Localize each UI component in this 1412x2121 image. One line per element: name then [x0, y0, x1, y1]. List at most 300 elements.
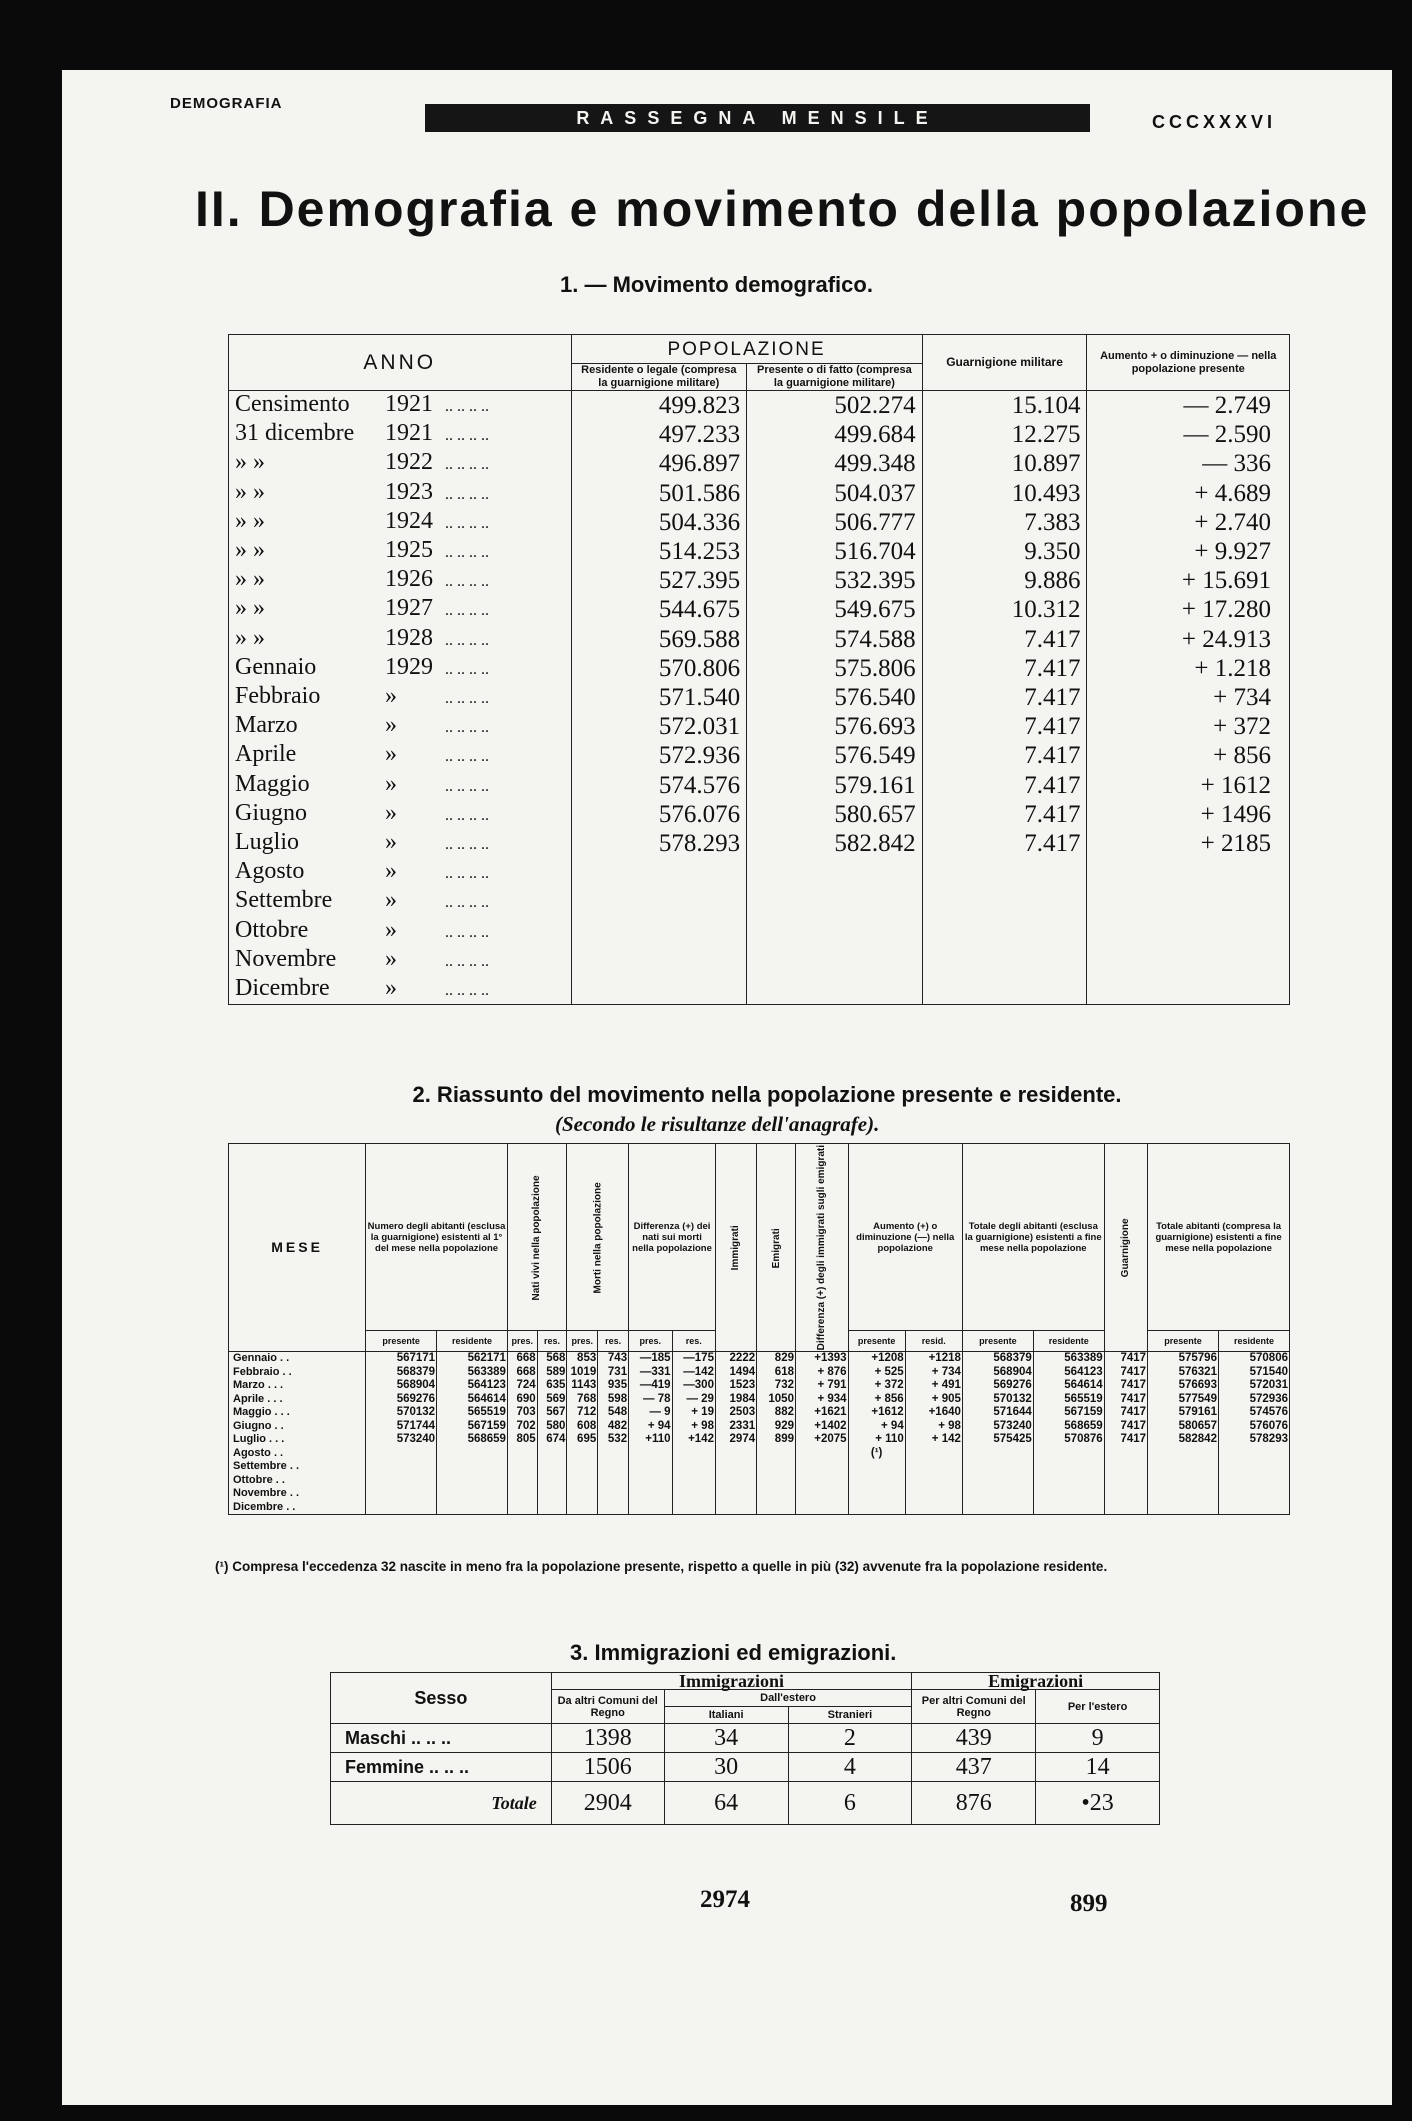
row-period: » »	[235, 595, 265, 622]
row-year: 1926	[385, 566, 433, 593]
table-row	[229, 771, 1290, 800]
cell-presente	[747, 917, 923, 946]
row-period: Dicembre	[235, 975, 330, 1002]
col-nati-res	[537, 1352, 567, 1515]
col-guarnigione: Guarnigione militare	[922, 335, 1087, 391]
row-label	[229, 625, 572, 654]
cell-residente: 569.588	[571, 625, 747, 654]
footnote-ref: (¹)	[870, 1446, 883, 1459]
col-morti-res	[598, 1352, 629, 1515]
value: 7417	[1120, 1365, 1147, 1378]
value: 564614	[1064, 1379, 1103, 1392]
h-diffim: Differenza (+) degli immigrati sugli emigrati	[795, 1144, 848, 1352]
cell-aumento: + 734	[1087, 683, 1290, 712]
value: 571644	[993, 1406, 1032, 1419]
value: — 29	[686, 1392, 714, 1405]
cell-guarnigione: 7.417	[922, 771, 1087, 800]
value: 580657	[1178, 1419, 1217, 1432]
cell-residente: 578.293	[571, 829, 747, 858]
value: 568659	[467, 1433, 506, 1446]
row-label	[229, 887, 572, 916]
cell-residente: 504.336	[571, 508, 747, 537]
row-leaders: .. .. .. ..	[445, 690, 489, 708]
value: 562171	[467, 1352, 506, 1365]
row-label	[229, 829, 572, 858]
cell-residente: 574.576	[571, 771, 747, 800]
cell-per: 437	[912, 1753, 1036, 1782]
value: 573240	[993, 1419, 1032, 1432]
cell-presente: 502.274	[747, 391, 923, 421]
row-label	[229, 946, 572, 975]
sub-res: res.	[537, 1331, 567, 1352]
cell-residente: 501.586	[571, 479, 747, 508]
value: 571540	[1249, 1365, 1288, 1378]
cell-aumento	[1087, 858, 1290, 887]
h-immigrati: Immigrati	[715, 1144, 756, 1352]
footnote: (¹) Compresa l'eccedenza 32 nascite in meno fra la popolazione presente, rispetto a quelle in più (32) avvenute fra la popolazione residente.	[215, 1559, 1108, 1574]
row-period: Settembre	[235, 887, 333, 914]
cell-presente: 516.704	[747, 537, 923, 566]
value: 548	[607, 1406, 628, 1419]
section3-title: 3. Immigrazioni ed emigrazioni.	[570, 1640, 897, 1665]
h-aumento: Aumento (+) o diminuzione (—) nella popolazione	[848, 1144, 962, 1331]
value: + 98	[938, 1419, 961, 1432]
value: + 142	[931, 1433, 961, 1446]
value: 668	[516, 1352, 536, 1365]
movimento-demografico-table	[228, 334, 1290, 1005]
value: 580	[546, 1419, 566, 1432]
cell-residente	[571, 858, 747, 887]
cell-guarnigione	[922, 946, 1087, 975]
row-period: 31 dicembre	[235, 420, 355, 447]
cell-aumento	[1087, 975, 1290, 1005]
row-period: Agosto	[235, 858, 305, 885]
row-leaders: .. .. .. ..	[445, 748, 489, 766]
sub-presente: presente	[1148, 1331, 1219, 1352]
cell-guarnigione: 7.417	[922, 741, 1087, 770]
value: +110	[645, 1433, 671, 1446]
value: + 856	[874, 1392, 904, 1405]
month-label: Novembre . .	[233, 1487, 300, 1500]
value: — 9	[649, 1406, 671, 1419]
cell-aumento: + 17.280	[1087, 595, 1290, 624]
cell-presente: 499.684	[747, 420, 923, 449]
table-row	[229, 683, 1290, 712]
row-year: 1921	[385, 391, 433, 417]
value: 7417	[1120, 1392, 1147, 1405]
table-row	[229, 654, 1290, 683]
col-diff-pres	[629, 1352, 672, 1515]
row-leaders: .. .. .. ..	[445, 952, 489, 970]
cell-aumento: + 1.218	[1087, 654, 1290, 683]
month-label: Aprile . . .	[233, 1392, 283, 1405]
running-header-band: RASSEGNA MENSILE	[425, 104, 1090, 132]
col-tot-res	[1033, 1352, 1104, 1515]
row-year: »	[385, 829, 397, 856]
section2-title: 2. Riassunto del movimento nella popolazione presente e residente.	[412, 1082, 1122, 1107]
cell-presente: 499.348	[747, 449, 923, 478]
row-period: » »	[235, 478, 265, 505]
value: +1621	[814, 1406, 847, 1419]
cell-guarnigione: 9.350	[922, 537, 1087, 566]
h-da-comuni: Da altri Comuni del Regno	[551, 1690, 664, 1724]
table-row	[229, 741, 1290, 770]
row-year: »	[385, 916, 397, 943]
row-year: »	[385, 799, 397, 826]
cell-aumento	[1087, 887, 1290, 916]
cell-stranieri: 4	[788, 1753, 912, 1782]
total-stranieri: 6	[788, 1782, 912, 1825]
h-emigrati: Emigrati	[757, 1144, 796, 1352]
value: 570806	[1249, 1352, 1288, 1365]
month-label: Giugno . .	[233, 1419, 284, 1432]
value: 568379	[993, 1352, 1032, 1365]
value: 567171	[396, 1352, 436, 1365]
value: 567	[546, 1406, 566, 1419]
sum-emigrazioni: 899	[1070, 1890, 1108, 1917]
col-num-res	[437, 1352, 508, 1515]
col-guar	[1104, 1352, 1147, 1515]
col-residente: Residente o legale (compresa la guarnigione militare)	[571, 364, 747, 391]
h-numero: Numero degli abitanti (esclusa la guarnigione) esistenti al 1° del mese nella popolazione	[366, 1144, 508, 1331]
cell-guarnigione: 9.886	[922, 566, 1087, 595]
value: 1143	[571, 1379, 597, 1392]
row-leaders: .. .. .. ..	[445, 631, 489, 649]
row-label	[229, 712, 572, 741]
table-row	[229, 566, 1290, 595]
cell-guarnigione	[922, 887, 1087, 916]
h-immigrazioni: Immigrazioni	[551, 1673, 912, 1690]
sub-presente: presente	[848, 1331, 905, 1352]
value: 2503	[729, 1406, 756, 1419]
sub-presente: presente	[962, 1331, 1033, 1352]
cell-aumento: + 4.689	[1087, 479, 1290, 508]
row-leaders: .. .. .. ..	[445, 573, 489, 591]
col-popolazione: POPOLAZIONE	[571, 335, 922, 364]
cell-guarnigione	[922, 858, 1087, 887]
value: 582842	[1178, 1433, 1217, 1446]
cell-residente: 496.897	[571, 449, 747, 478]
month-label: Ottobre . .	[233, 1473, 285, 1486]
sub-pres: pres.	[507, 1331, 537, 1352]
row-period: » »	[235, 507, 265, 534]
month-label: Settembre . .	[233, 1460, 300, 1473]
row-totale	[331, 1782, 1160, 1825]
row-label	[229, 479, 572, 508]
cell-presente: 574.588	[747, 625, 923, 654]
row-period: Novembre	[235, 945, 337, 972]
value: 618	[774, 1365, 794, 1378]
h-nati: Nati vivi nella popolazione	[507, 1144, 566, 1331]
cell-presente: 549.675	[747, 595, 923, 624]
cell-guarnigione: 10.897	[922, 449, 1087, 478]
cell-aumento: + 9.927	[1087, 537, 1290, 566]
row-period: » »	[235, 449, 265, 476]
col-nati-pres	[507, 1352, 537, 1515]
value: 1019	[570, 1365, 597, 1378]
page-title: II. Demografia e movimento della popolazione	[195, 181, 1370, 237]
sub-res: res.	[672, 1331, 715, 1352]
table-row	[229, 625, 1290, 654]
col-immigrati	[715, 1352, 756, 1515]
cell-presente	[747, 887, 923, 916]
row-period: Luglio	[235, 829, 299, 856]
sum-immigrazioni: 2974	[700, 1886, 750, 1913]
value: 578293	[1249, 1433, 1288, 1446]
cell-guarnigione	[922, 975, 1087, 1005]
value: 732	[774, 1379, 794, 1392]
row-maschi	[331, 1724, 1160, 1753]
h-per-estero: Per l'estero	[1036, 1690, 1160, 1724]
row-leaders: .. .. .. ..	[445, 485, 489, 503]
sub-pres: pres.	[629, 1331, 672, 1352]
cell-presente	[747, 946, 923, 975]
month-label: Maggio . . .	[233, 1406, 290, 1419]
value: 2974	[729, 1433, 756, 1446]
table-row	[229, 479, 1290, 508]
cell-italiani: 30	[664, 1753, 788, 1782]
value: + 791	[817, 1379, 847, 1392]
h-mese: MESE	[229, 1144, 366, 1352]
value: + 525	[874, 1365, 904, 1378]
cell-aumento: + 856	[1087, 741, 1290, 770]
row-label	[229, 975, 572, 1005]
cell-aumento: + 2185	[1087, 829, 1290, 858]
col-aum-pres	[848, 1352, 905, 1515]
cell-presente	[747, 975, 923, 1005]
col-diff-res	[672, 1352, 715, 1515]
h-dallestero: Dall'estero	[664, 1690, 912, 1707]
value: 743	[607, 1352, 628, 1365]
row-year: 1929	[385, 653, 433, 680]
value: 579161	[1178, 1406, 1217, 1419]
value: 7417	[1120, 1379, 1147, 1392]
value: 570876	[1064, 1433, 1103, 1446]
cell-guarnigione: 12.275	[922, 420, 1087, 449]
value: 563389	[467, 1365, 506, 1378]
value: 577549	[1178, 1392, 1217, 1405]
row-year: »	[385, 887, 397, 914]
row-leaders: .. .. .. ..	[445, 544, 489, 562]
row-year: 1925	[385, 537, 433, 564]
value: 1050	[768, 1392, 794, 1405]
sub-residente: residente	[1033, 1331, 1104, 1352]
cell-guarnigione: 7.417	[922, 625, 1087, 654]
totale-label: Totale	[331, 1782, 552, 1825]
cell-guarnigione: 10.493	[922, 479, 1087, 508]
value: 564614	[467, 1392, 506, 1405]
row-label	[229, 566, 572, 595]
value: —419	[639, 1379, 671, 1392]
row-label	[229, 420, 572, 449]
value: 703	[516, 1406, 536, 1419]
value: 568659	[1064, 1419, 1103, 1432]
sesso-label: Femmine .. .. ..	[331, 1753, 552, 1782]
cell-presente: 504.037	[747, 479, 923, 508]
cell-residente: 572.936	[571, 741, 747, 770]
row-leaders: .. .. .. ..	[445, 660, 489, 678]
cell-residente: 576.076	[571, 800, 747, 829]
table-row	[229, 391, 1290, 421]
value: 572031	[1249, 1379, 1288, 1392]
value: 7417	[1120, 1433, 1147, 1446]
row-leaders: .. .. .. ..	[445, 923, 489, 941]
row-year: 1928	[385, 624, 433, 651]
sub-residente: residente	[1218, 1331, 1289, 1352]
value: + 934	[817, 1392, 847, 1405]
value: 576076	[1249, 1419, 1288, 1432]
cell-presente: 579.161	[747, 771, 923, 800]
cell-presente: 576.549	[747, 741, 923, 770]
cell-guarnigione	[922, 917, 1087, 946]
row-label	[229, 449, 572, 478]
value: 1494	[729, 1365, 756, 1378]
col-aumento: Aumento + o diminuzione — nella popolazione presente	[1087, 335, 1290, 391]
row-label	[229, 537, 572, 566]
row-leaders: .. .. .. ..	[445, 719, 489, 737]
row-leaders: .. .. .. ..	[445, 894, 489, 912]
value: 568904	[993, 1365, 1032, 1378]
row-label	[229, 595, 572, 624]
value: 7417	[1120, 1352, 1147, 1365]
row-period: Ottobre	[235, 916, 309, 943]
row-label	[229, 654, 572, 683]
row-femmine	[331, 1753, 1160, 1782]
value: 929	[774, 1419, 794, 1432]
value: +2075	[814, 1433, 847, 1446]
value: 7417	[1120, 1406, 1147, 1419]
row-year: »	[385, 770, 397, 797]
value: 668	[516, 1365, 536, 1378]
row-label	[229, 508, 572, 537]
value: 569	[546, 1392, 566, 1405]
cell-residente: 571.540	[571, 683, 747, 712]
cell-estero: 9	[1036, 1724, 1160, 1753]
value: 576321	[1178, 1365, 1217, 1378]
riassunto-movimento-table	[228, 1143, 1290, 1515]
row-leaders: .. .. .. ..	[445, 982, 489, 1000]
value: —175	[683, 1352, 714, 1365]
row-year: »	[385, 858, 397, 885]
h-guarnigione: Guarnigione	[1104, 1144, 1147, 1352]
value: +1208	[871, 1352, 904, 1365]
value: 568904	[396, 1379, 436, 1392]
value: + 876	[817, 1365, 847, 1378]
value: 532	[607, 1433, 628, 1446]
running-header-section: DEMOGRAFIA	[170, 95, 283, 112]
cell-presente: 532.395	[747, 566, 923, 595]
row-year: 1923	[385, 478, 433, 505]
value: 565519	[1064, 1392, 1103, 1405]
col-morti-pres	[567, 1352, 598, 1515]
row-year: 1922	[385, 449, 433, 476]
row-period: » »	[235, 566, 265, 593]
sub-resid: resid.	[905, 1331, 962, 1352]
table-row	[229, 975, 1290, 1005]
value: —300	[683, 1379, 714, 1392]
value: +1612	[871, 1406, 904, 1419]
cell-da: 1398	[551, 1724, 664, 1753]
row-year: »	[385, 975, 397, 1002]
value: 575425	[993, 1433, 1032, 1446]
cell-aumento: + 1612	[1087, 771, 1290, 800]
table-row	[229, 712, 1290, 741]
cell-presente: 580.657	[747, 800, 923, 829]
cell-aumento: — 2.590	[1087, 420, 1290, 449]
value: 563389	[1064, 1352, 1103, 1365]
cell-aumento: + 15.691	[1087, 566, 1290, 595]
col-presente: Presente o di fatto (compresa la guarnigione militare)	[747, 364, 923, 391]
value: 567159	[1064, 1406, 1103, 1419]
cell-aumento: — 336	[1087, 449, 1290, 478]
table-row	[229, 858, 1290, 887]
total-da: 2904	[551, 1782, 664, 1825]
value: 1523	[729, 1379, 756, 1392]
row-leaders: .. .. .. ..	[445, 514, 489, 532]
value: 2331	[729, 1419, 756, 1432]
cell-residente: 514.253	[571, 537, 747, 566]
value: 690	[516, 1392, 536, 1405]
cell-residente	[571, 975, 747, 1005]
h-italiani: Italiani	[664, 1707, 788, 1724]
value: + 94	[881, 1419, 904, 1432]
value: 576693	[1178, 1379, 1217, 1392]
table-row	[229, 1352, 1290, 1515]
total-estero: •23	[1036, 1782, 1160, 1825]
cell-da: 1506	[551, 1753, 664, 1782]
value: 574576	[1249, 1406, 1288, 1419]
row-label	[229, 800, 572, 829]
table-row	[229, 420, 1290, 449]
value: 674	[546, 1433, 566, 1446]
cell-residente: 570.806	[571, 654, 747, 683]
value: 567159	[467, 1419, 506, 1432]
cell-guarnigione: 15.104	[922, 391, 1087, 421]
cell-guarnigione: 7.383	[922, 508, 1087, 537]
cell-estero: 14	[1036, 1753, 1160, 1782]
value: 570132	[993, 1392, 1032, 1405]
value: 882	[774, 1406, 794, 1419]
row-period: Febbraio	[235, 683, 321, 710]
h-totale: Totale degli abitanti (esclusa la guarnigione) esistenti a fine mese nella popolazione	[962, 1144, 1104, 1331]
row-year: »	[385, 945, 397, 972]
table-row	[229, 449, 1290, 478]
h-diff: Differenza (+) dei nati sui morti nella popolazione	[629, 1144, 716, 1331]
row-label	[229, 683, 572, 712]
table-row	[229, 887, 1290, 916]
value: 564123	[1064, 1365, 1103, 1378]
table-row	[229, 829, 1290, 858]
h-sesso: Sesso	[331, 1673, 552, 1724]
cell-residente	[571, 946, 747, 975]
h-totale2: Totale abitanti (compresa la guarnigione) esistenti a fine mese nella popolazione	[1148, 1144, 1290, 1331]
value: — 78	[643, 1392, 671, 1405]
sub-res: res.	[598, 1331, 629, 1352]
value: 805	[516, 1433, 536, 1446]
row-leaders: .. .. .. ..	[445, 602, 489, 620]
cell-presente: 506.777	[747, 508, 923, 537]
value: 573240	[396, 1433, 436, 1446]
section1-title: 1. — Movimento demografico.	[560, 272, 873, 297]
cell-presente: 582.842	[747, 829, 923, 858]
cell-aumento	[1087, 917, 1290, 946]
row-leaders: .. .. .. ..	[445, 398, 489, 415]
value: + 94	[647, 1419, 671, 1432]
value: +142	[688, 1433, 714, 1446]
table-row	[229, 800, 1290, 829]
table-row	[229, 537, 1290, 566]
month-label: Luglio . . .	[233, 1433, 285, 1446]
